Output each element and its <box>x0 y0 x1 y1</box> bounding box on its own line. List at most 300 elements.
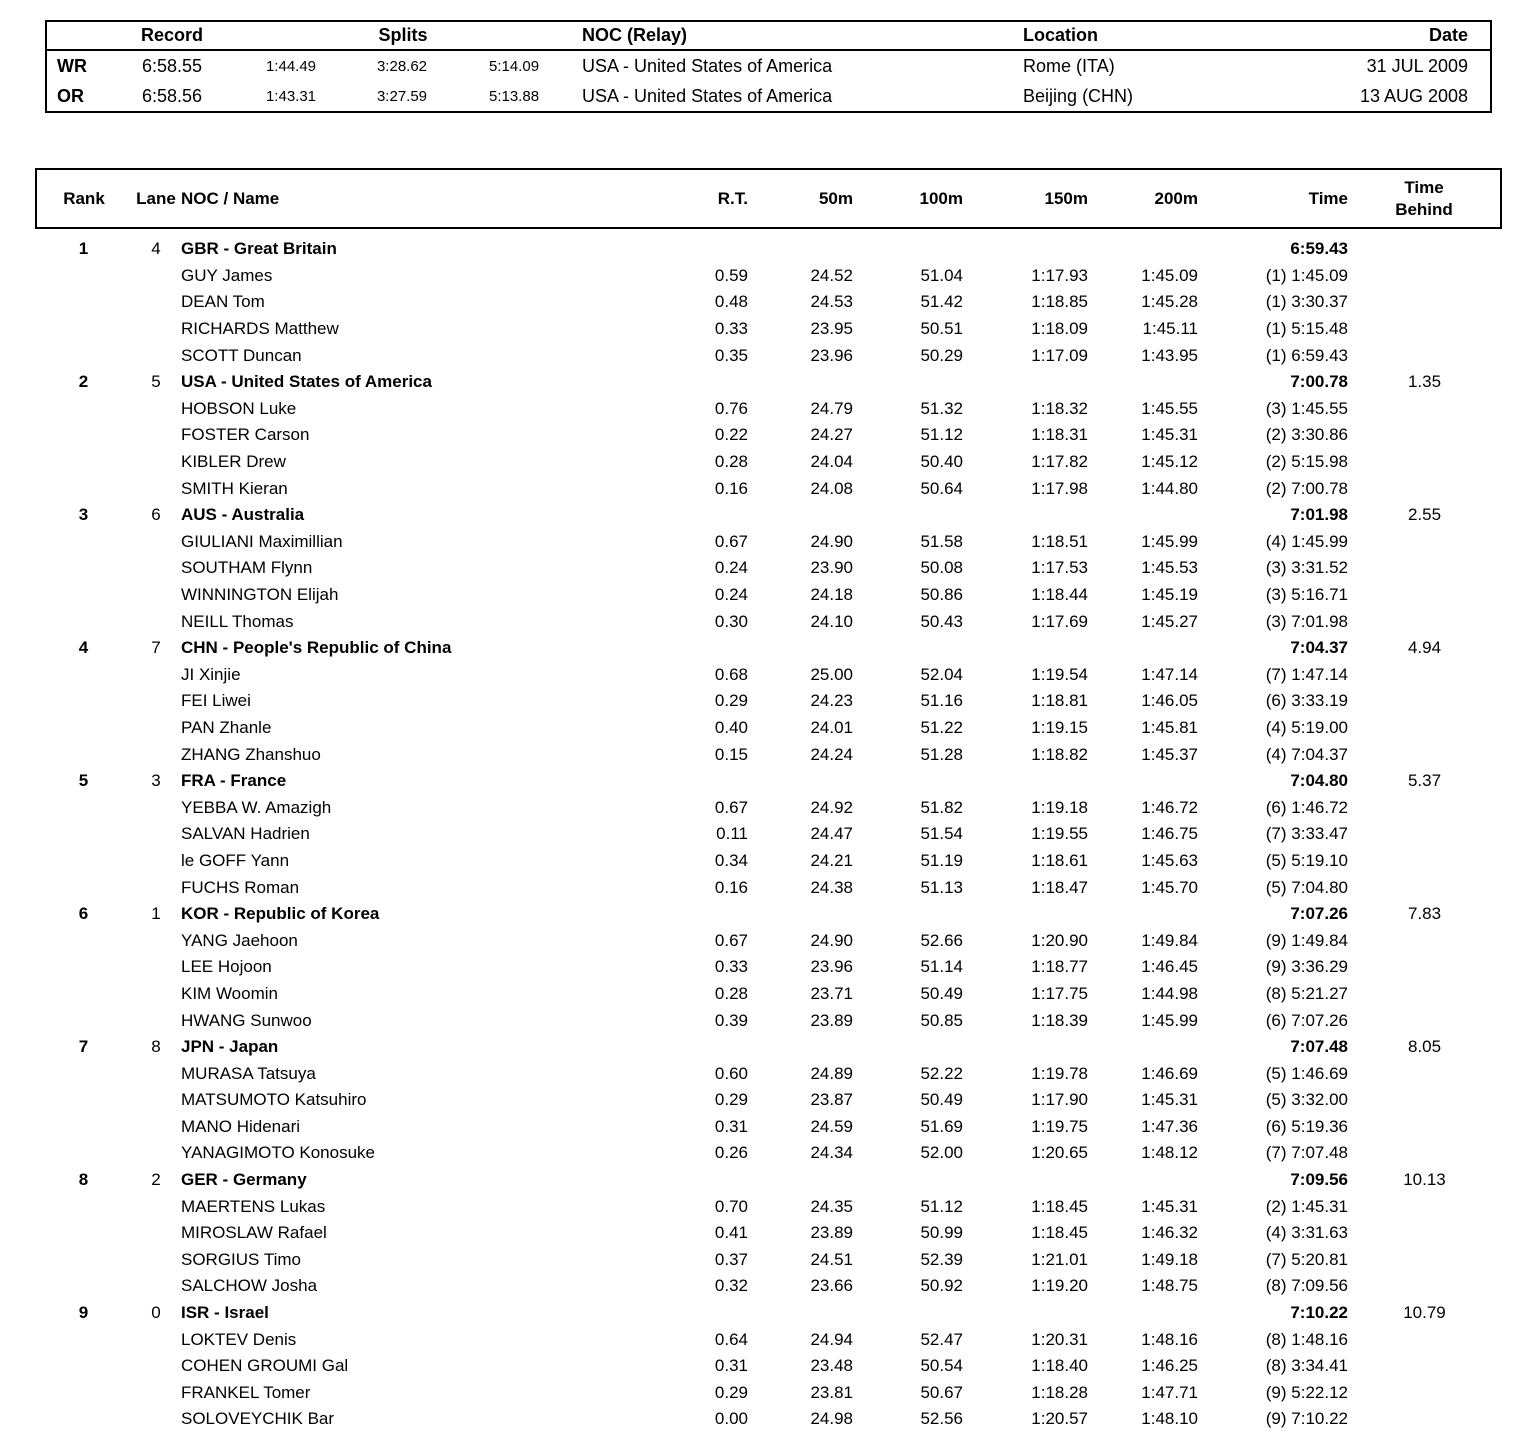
empty-cell <box>1088 1300 1198 1327</box>
split-100m: 51.69 <box>920 1116 963 1136</box>
record-row <box>46 81 1491 112</box>
split-100m: 50.51 <box>920 319 963 339</box>
split-200m: 1:45.81 <box>1141 717 1198 737</box>
empty-cell <box>131 688 181 715</box>
reaction-time: 0.00 <box>714 1409 748 1429</box>
split-50m: 23.66 <box>810 1276 853 1296</box>
results-header-50m: 50m <box>748 169 853 228</box>
empty-cell <box>853 1034 963 1061</box>
empty-cell <box>36 449 131 476</box>
team-row <box>36 1300 1501 1327</box>
results-header-time: Time <box>1198 169 1348 228</box>
empty-cell <box>748 502 853 529</box>
lane-cell: 3 <box>151 771 161 791</box>
swimmer-name: SOLOVEYCHIK Bar <box>181 1409 335 1429</box>
records-header-blank <box>46 21 108 50</box>
split-50m: 24.34 <box>810 1143 853 1163</box>
empty-cell <box>131 608 181 635</box>
split-50m: 24.10 <box>810 611 853 631</box>
time-behind: 2.55 <box>1407 505 1442 525</box>
empty-cell <box>131 848 181 875</box>
split-50m: 23.89 <box>810 1010 853 1030</box>
empty-cell <box>131 741 181 768</box>
empty-cell <box>131 1140 181 1167</box>
empty-cell <box>131 1353 181 1380</box>
reaction-time: 0.33 <box>714 319 748 339</box>
empty-cell <box>1348 1007 1501 1034</box>
swimmer-row <box>36 342 1501 369</box>
split-150m: 1:19.75 <box>1031 1116 1088 1136</box>
empty-cell <box>36 715 131 742</box>
reaction-time: 0.41 <box>714 1223 748 1243</box>
record-split-1: 1:44.49 <box>265 57 317 75</box>
time-behind <box>1348 236 1501 263</box>
swimmer-row <box>36 1406 1501 1433</box>
record-date: 31 JUL 2009 <box>1366 55 1469 76</box>
swimmer-name: GUY James <box>181 265 273 285</box>
empty-cell <box>1088 369 1198 396</box>
reaction-time: 0.16 <box>714 478 748 498</box>
empty-cell <box>1348 741 1501 768</box>
split-150m: 1:18.47 <box>1031 877 1088 897</box>
empty-cell <box>963 236 1088 263</box>
swimmer-name: SCOTT Duncan <box>181 345 302 365</box>
split-50m: 24.94 <box>810 1329 853 1349</box>
empty-cell <box>1348 608 1501 635</box>
split-50m: 24.18 <box>810 585 853 605</box>
record-row <box>46 50 1491 81</box>
split-50m: 24.24 <box>810 744 853 764</box>
split-200m: 1:46.45 <box>1141 957 1198 977</box>
split-100m: 51.14 <box>920 957 963 977</box>
rank-cell: 6 <box>78 904 89 924</box>
empty-cell <box>131 316 181 343</box>
empty-cell <box>36 874 131 901</box>
split-150m: 1:18.28 <box>1031 1382 1088 1402</box>
empty-cell <box>963 1300 1088 1327</box>
reaction-time: 0.67 <box>714 930 748 950</box>
empty-cell <box>661 1167 748 1194</box>
split-200m: 1:45.99 <box>1141 1010 1198 1030</box>
split-50m: 24.89 <box>810 1063 853 1083</box>
reaction-time: 0.33 <box>714 957 748 977</box>
empty-cell <box>36 1140 131 1167</box>
team-name: GBR - Great Britain <box>181 239 337 259</box>
empty-cell <box>131 555 181 582</box>
split-100m: 50.49 <box>920 1090 963 1110</box>
empty-cell <box>748 236 853 263</box>
cumulative-time: (2) 7:00.78 <box>1265 478 1348 498</box>
empty-cell <box>1348 1087 1501 1114</box>
empty-cell <box>661 901 748 928</box>
empty-cell <box>131 529 181 556</box>
swimmer-row <box>36 1193 1501 1220</box>
swimmer-row <box>36 529 1501 556</box>
swimmer-name: LOKTEV Denis <box>181 1329 297 1349</box>
split-150m: 1:17.75 <box>1031 983 1088 1003</box>
records-header-noc: NOC (Relay) <box>570 21 1021 50</box>
split-100m: 50.67 <box>920 1382 963 1402</box>
split-200m: 1:46.05 <box>1141 691 1198 711</box>
empty-cell <box>661 502 748 529</box>
split-150m: 1:17.98 <box>1031 478 1088 498</box>
split-50m: 24.23 <box>810 691 853 711</box>
results-header-rt: R.T. <box>661 169 748 228</box>
split-50m: 23.96 <box>810 345 853 365</box>
cumulative-time: (7) 5:20.81 <box>1265 1249 1348 1269</box>
team-name: CHN - People's Republic of China <box>181 638 452 658</box>
rank-cell: 5 <box>78 771 89 791</box>
swimmer-row <box>36 1326 1501 1353</box>
split-200m: 1:46.69 <box>1141 1063 1198 1083</box>
empty-cell <box>1348 1220 1501 1247</box>
empty-cell <box>748 1167 853 1194</box>
swimmer-row <box>36 874 1501 901</box>
empty-cell <box>36 927 131 954</box>
empty-cell <box>131 263 181 290</box>
split-100m: 51.16 <box>920 691 963 711</box>
split-150m: 1:18.09 <box>1031 319 1088 339</box>
split-200m: 1:45.11 <box>1142 319 1198 339</box>
empty-cell <box>131 662 181 689</box>
swimmer-name: YANAGIMOTO Konosuke <box>181 1143 375 1163</box>
split-150m: 1:18.82 <box>1031 744 1088 764</box>
empty-cell <box>36 289 131 316</box>
empty-cell <box>661 1034 748 1061</box>
split-150m: 1:19.54 <box>1031 664 1088 684</box>
team-time: 7:09.56 <box>1290 1170 1348 1190</box>
record-noc: USA - United States of America <box>582 55 833 76</box>
empty-cell <box>963 768 1088 795</box>
swimmer-row <box>36 927 1501 954</box>
empty-cell <box>1088 1167 1198 1194</box>
reaction-time: 0.76 <box>714 398 748 418</box>
cumulative-time: (7) 7:07.48 <box>1265 1143 1348 1163</box>
lane-cell: 1 <box>151 904 161 924</box>
cumulative-time: (7) 3:33.47 <box>1265 824 1348 844</box>
empty-cell <box>963 369 1088 396</box>
split-50m: 24.35 <box>810 1196 853 1216</box>
team-row <box>36 236 1501 263</box>
empty-cell <box>36 316 131 343</box>
empty-cell <box>131 927 181 954</box>
swimmer-name: COHEN GROUMI Gal <box>181 1356 349 1376</box>
split-50m: 24.08 <box>810 478 853 498</box>
reaction-time: 0.24 <box>714 558 748 578</box>
reaction-time: 0.26 <box>714 1143 748 1163</box>
record-date: 13 AUG 2008 <box>1359 85 1469 106</box>
swimmer-name: FOSTER Carson <box>181 425 310 445</box>
split-200m: 1:45.53 <box>1141 558 1198 578</box>
team-row <box>36 768 1501 795</box>
record-location: Beijing (CHN) <box>1023 85 1134 106</box>
record-time: 6:58.55 <box>141 55 203 76</box>
cumulative-time: (1) 6:59.43 <box>1265 345 1348 365</box>
split-100m: 51.19 <box>920 850 963 870</box>
empty-cell <box>36 1060 131 1087</box>
reaction-time: 0.28 <box>714 452 748 472</box>
empty-cell <box>1348 449 1501 476</box>
record-split-1: 1:43.31 <box>265 87 317 105</box>
team-time: 7:04.80 <box>1290 771 1348 791</box>
empty-cell <box>36 1193 131 1220</box>
empty-cell <box>131 1273 181 1300</box>
swimmer-name: KIM Woomin <box>181 983 278 1003</box>
cumulative-time: (2) 1:45.31 <box>1265 1196 1348 1216</box>
reaction-time: 0.39 <box>714 1010 748 1030</box>
results-header-row <box>36 169 1501 228</box>
split-200m: 1:45.28 <box>1141 292 1198 312</box>
empty-cell <box>853 901 963 928</box>
records-header-location: Location <box>1021 21 1226 50</box>
split-200m: 1:48.12 <box>1141 1143 1198 1163</box>
split-100m: 50.08 <box>920 558 963 578</box>
empty-cell <box>131 422 181 449</box>
swimmer-name: le GOFF Yann <box>181 850 290 870</box>
split-200m: 1:47.36 <box>1141 1116 1198 1136</box>
swimmer-name: SMITH Kieran <box>181 478 288 498</box>
split-150m: 1:18.61 <box>1031 850 1088 870</box>
empty-cell <box>748 635 853 662</box>
split-200m: 1:48.16 <box>1141 1329 1198 1349</box>
split-150m: 1:18.31 <box>1031 425 1088 445</box>
split-200m: 1:45.19 <box>1141 585 1198 605</box>
reaction-time: 0.15 <box>714 744 748 764</box>
empty-cell <box>1348 981 1501 1008</box>
reaction-time: 0.64 <box>714 1329 748 1349</box>
split-50m: 24.52 <box>810 265 853 285</box>
reaction-time: 0.48 <box>714 292 748 312</box>
rank-cell: 7 <box>78 1037 89 1057</box>
split-150m: 1:18.39 <box>1031 1010 1088 1030</box>
swimmer-name: LEE Hojoon <box>181 957 272 977</box>
split-50m: 23.81 <box>810 1382 853 1402</box>
empty-cell <box>1348 794 1501 821</box>
split-200m: 1:45.37 <box>1141 744 1198 764</box>
empty-cell <box>36 848 131 875</box>
swimmer-name: HWANG Sunwoo <box>181 1010 312 1030</box>
empty-cell <box>1348 715 1501 742</box>
empty-cell <box>131 874 181 901</box>
swimmer-name: MAERTENS Lukas <box>181 1196 326 1216</box>
split-100m: 51.12 <box>920 1196 963 1216</box>
empty-cell <box>963 502 1088 529</box>
split-200m: 1:46.72 <box>1141 797 1198 817</box>
swimmer-name: YANG Jaehoon <box>181 930 298 950</box>
swimmer-name: MURASA Tatsuya <box>181 1063 316 1083</box>
empty-cell <box>131 821 181 848</box>
swimmer-row <box>36 449 1501 476</box>
swimmer-row <box>36 1353 1501 1380</box>
split-50m: 24.04 <box>810 452 853 472</box>
empty-cell <box>36 1326 131 1353</box>
empty-cell <box>1348 1193 1501 1220</box>
empty-cell <box>131 1087 181 1114</box>
split-200m: 1:48.75 <box>1141 1276 1198 1296</box>
empty-cell <box>1348 263 1501 290</box>
swimmer-name: ZHANG Zhanshuo <box>181 744 321 764</box>
split-150m: 1:18.51 <box>1031 531 1088 551</box>
split-150m: 1:17.69 <box>1031 611 1088 631</box>
cumulative-time: (3) 3:31.52 <box>1265 558 1348 578</box>
cumulative-time: (1) 5:15.48 <box>1265 319 1348 339</box>
cumulative-time: (5) 3:32.00 <box>1265 1090 1348 1110</box>
time-behind: 10.13 <box>1403 1170 1446 1190</box>
swimmer-name: MIROSLAW Rafael <box>181 1223 327 1243</box>
split-50m: 24.98 <box>810 1409 853 1429</box>
split-50m: 23.48 <box>810 1356 853 1376</box>
reaction-time: 0.16 <box>714 877 748 897</box>
split-100m: 51.13 <box>920 877 963 897</box>
record-split-2: 3:27.59 <box>376 87 428 105</box>
empty-cell <box>661 768 748 795</box>
empty-cell <box>853 369 963 396</box>
empty-cell <box>36 688 131 715</box>
cumulative-time: (8) 7:09.56 <box>1265 1276 1348 1296</box>
split-150m: 1:17.82 <box>1031 452 1088 472</box>
empty-cell <box>131 1220 181 1247</box>
empty-cell <box>1348 1247 1501 1274</box>
record-label: WR <box>57 55 87 76</box>
empty-cell <box>853 1167 963 1194</box>
empty-cell <box>131 1007 181 1034</box>
split-50m: 24.21 <box>810 850 853 870</box>
team-row <box>36 502 1501 529</box>
empty-cell <box>1088 635 1198 662</box>
empty-cell <box>36 608 131 635</box>
cumulative-time: (4) 1:45.99 <box>1265 531 1348 551</box>
split-150m: 1:18.85 <box>1031 292 1088 312</box>
empty-cell <box>36 1353 131 1380</box>
time-behind: 1.35 <box>1407 372 1442 392</box>
split-100m: 52.22 <box>920 1063 963 1083</box>
empty-cell <box>853 635 963 662</box>
team-row <box>36 1167 1501 1194</box>
split-50m: 24.47 <box>810 824 853 844</box>
empty-cell <box>36 1406 131 1433</box>
empty-cell <box>853 1300 963 1327</box>
split-150m: 1:18.81 <box>1031 691 1088 711</box>
empty-cell <box>1348 342 1501 369</box>
rank-cell: 3 <box>78 505 89 525</box>
empty-cell <box>36 422 131 449</box>
swimmer-row <box>36 1060 1501 1087</box>
time-behind: 7.83 <box>1407 904 1442 924</box>
split-100m: 50.64 <box>920 478 963 498</box>
swimmer-name: NEILL Thomas <box>181 611 294 631</box>
empty-cell <box>1348 1326 1501 1353</box>
cumulative-time: (8) 1:48.16 <box>1265 1329 1348 1349</box>
swimmer-row <box>36 555 1501 582</box>
reaction-time: 0.24 <box>714 585 748 605</box>
swimmer-name: PAN Zhanle <box>181 717 272 737</box>
split-200m: 1:43.95 <box>1141 345 1198 365</box>
empty-cell <box>1348 316 1501 343</box>
lane-cell: 7 <box>151 638 161 658</box>
empty-cell <box>661 1300 748 1327</box>
empty-cell <box>1348 954 1501 981</box>
split-100m: 50.86 <box>920 585 963 605</box>
swimmer-row <box>36 848 1501 875</box>
split-100m: 51.04 <box>920 265 963 285</box>
split-150m: 1:18.40 <box>1031 1356 1088 1376</box>
empty-cell <box>1088 901 1198 928</box>
split-100m: 51.58 <box>920 531 963 551</box>
swimmer-name: DEAN Tom <box>181 292 265 312</box>
cumulative-time: (6) 5:19.36 <box>1265 1116 1348 1136</box>
empty-cell <box>748 369 853 396</box>
swimmer-name: MATSUMOTO Katsuhiro <box>181 1090 367 1110</box>
team-row <box>36 1034 1501 1061</box>
split-200m: 1:45.31 <box>1141 1196 1198 1216</box>
rank-cell: 4 <box>78 638 89 658</box>
empty-cell <box>1348 1114 1501 1141</box>
split-150m: 1:20.57 <box>1031 1409 1088 1429</box>
reaction-time: 0.31 <box>714 1116 748 1136</box>
split-50m: 23.96 <box>810 957 853 977</box>
split-200m: 1:45.70 <box>1141 877 1198 897</box>
empty-cell <box>1348 1273 1501 1300</box>
split-200m: 1:49.84 <box>1141 930 1198 950</box>
records-header-record: Record <box>108 21 236 50</box>
split-100m: 50.99 <box>920 1223 963 1243</box>
empty-cell <box>1348 1353 1501 1380</box>
split-200m: 1:45.63 <box>1141 850 1198 870</box>
empty-cell <box>36 662 131 689</box>
split-150m: 1:18.45 <box>1031 1223 1088 1243</box>
split-150m: 1:17.93 <box>1031 265 1088 285</box>
split-100m: 51.22 <box>920 717 963 737</box>
team-time: 7:10.22 <box>1290 1303 1348 1323</box>
cumulative-time: (1) 3:30.37 <box>1265 292 1348 312</box>
swimmer-row <box>36 1087 1501 1114</box>
split-50m: 24.51 <box>810 1249 853 1269</box>
empty-cell <box>131 715 181 742</box>
rank-cell: 8 <box>78 1170 89 1190</box>
split-100m: 50.43 <box>920 611 963 631</box>
reaction-time: 0.67 <box>714 797 748 817</box>
split-50m: 23.95 <box>810 319 853 339</box>
lane-cell: 5 <box>151 372 161 392</box>
cumulative-time: (1) 1:45.09 <box>1265 265 1348 285</box>
split-100m: 52.39 <box>920 1249 963 1269</box>
split-50m: 24.79 <box>810 398 853 418</box>
split-150m: 1:19.18 <box>1031 797 1088 817</box>
empty-cell <box>1348 1380 1501 1407</box>
cumulative-time: (5) 1:46.69 <box>1265 1063 1348 1083</box>
empty-cell <box>36 821 131 848</box>
results-header-behind-label: Time Behind <box>1395 178 1453 219</box>
swimmer-row <box>36 1114 1501 1141</box>
split-200m: 1:45.09 <box>1141 265 1198 285</box>
split-50m: 24.90 <box>810 531 853 551</box>
record-location: Rome (ITA) <box>1023 55 1115 76</box>
swimmer-row <box>36 1220 1501 1247</box>
swimmer-row <box>36 289 1501 316</box>
empty-cell <box>36 741 131 768</box>
reaction-time: 0.40 <box>714 717 748 737</box>
split-100m: 51.28 <box>920 744 963 764</box>
empty-cell <box>748 768 853 795</box>
empty-cell <box>853 236 963 263</box>
split-100m: 51.42 <box>920 292 963 312</box>
empty-cell <box>36 1247 131 1274</box>
split-200m: 1:45.99 <box>1141 531 1198 551</box>
reaction-time: 0.67 <box>714 531 748 551</box>
empty-cell <box>1088 236 1198 263</box>
split-150m: 1:17.53 <box>1031 558 1088 578</box>
empty-cell <box>748 1300 853 1327</box>
